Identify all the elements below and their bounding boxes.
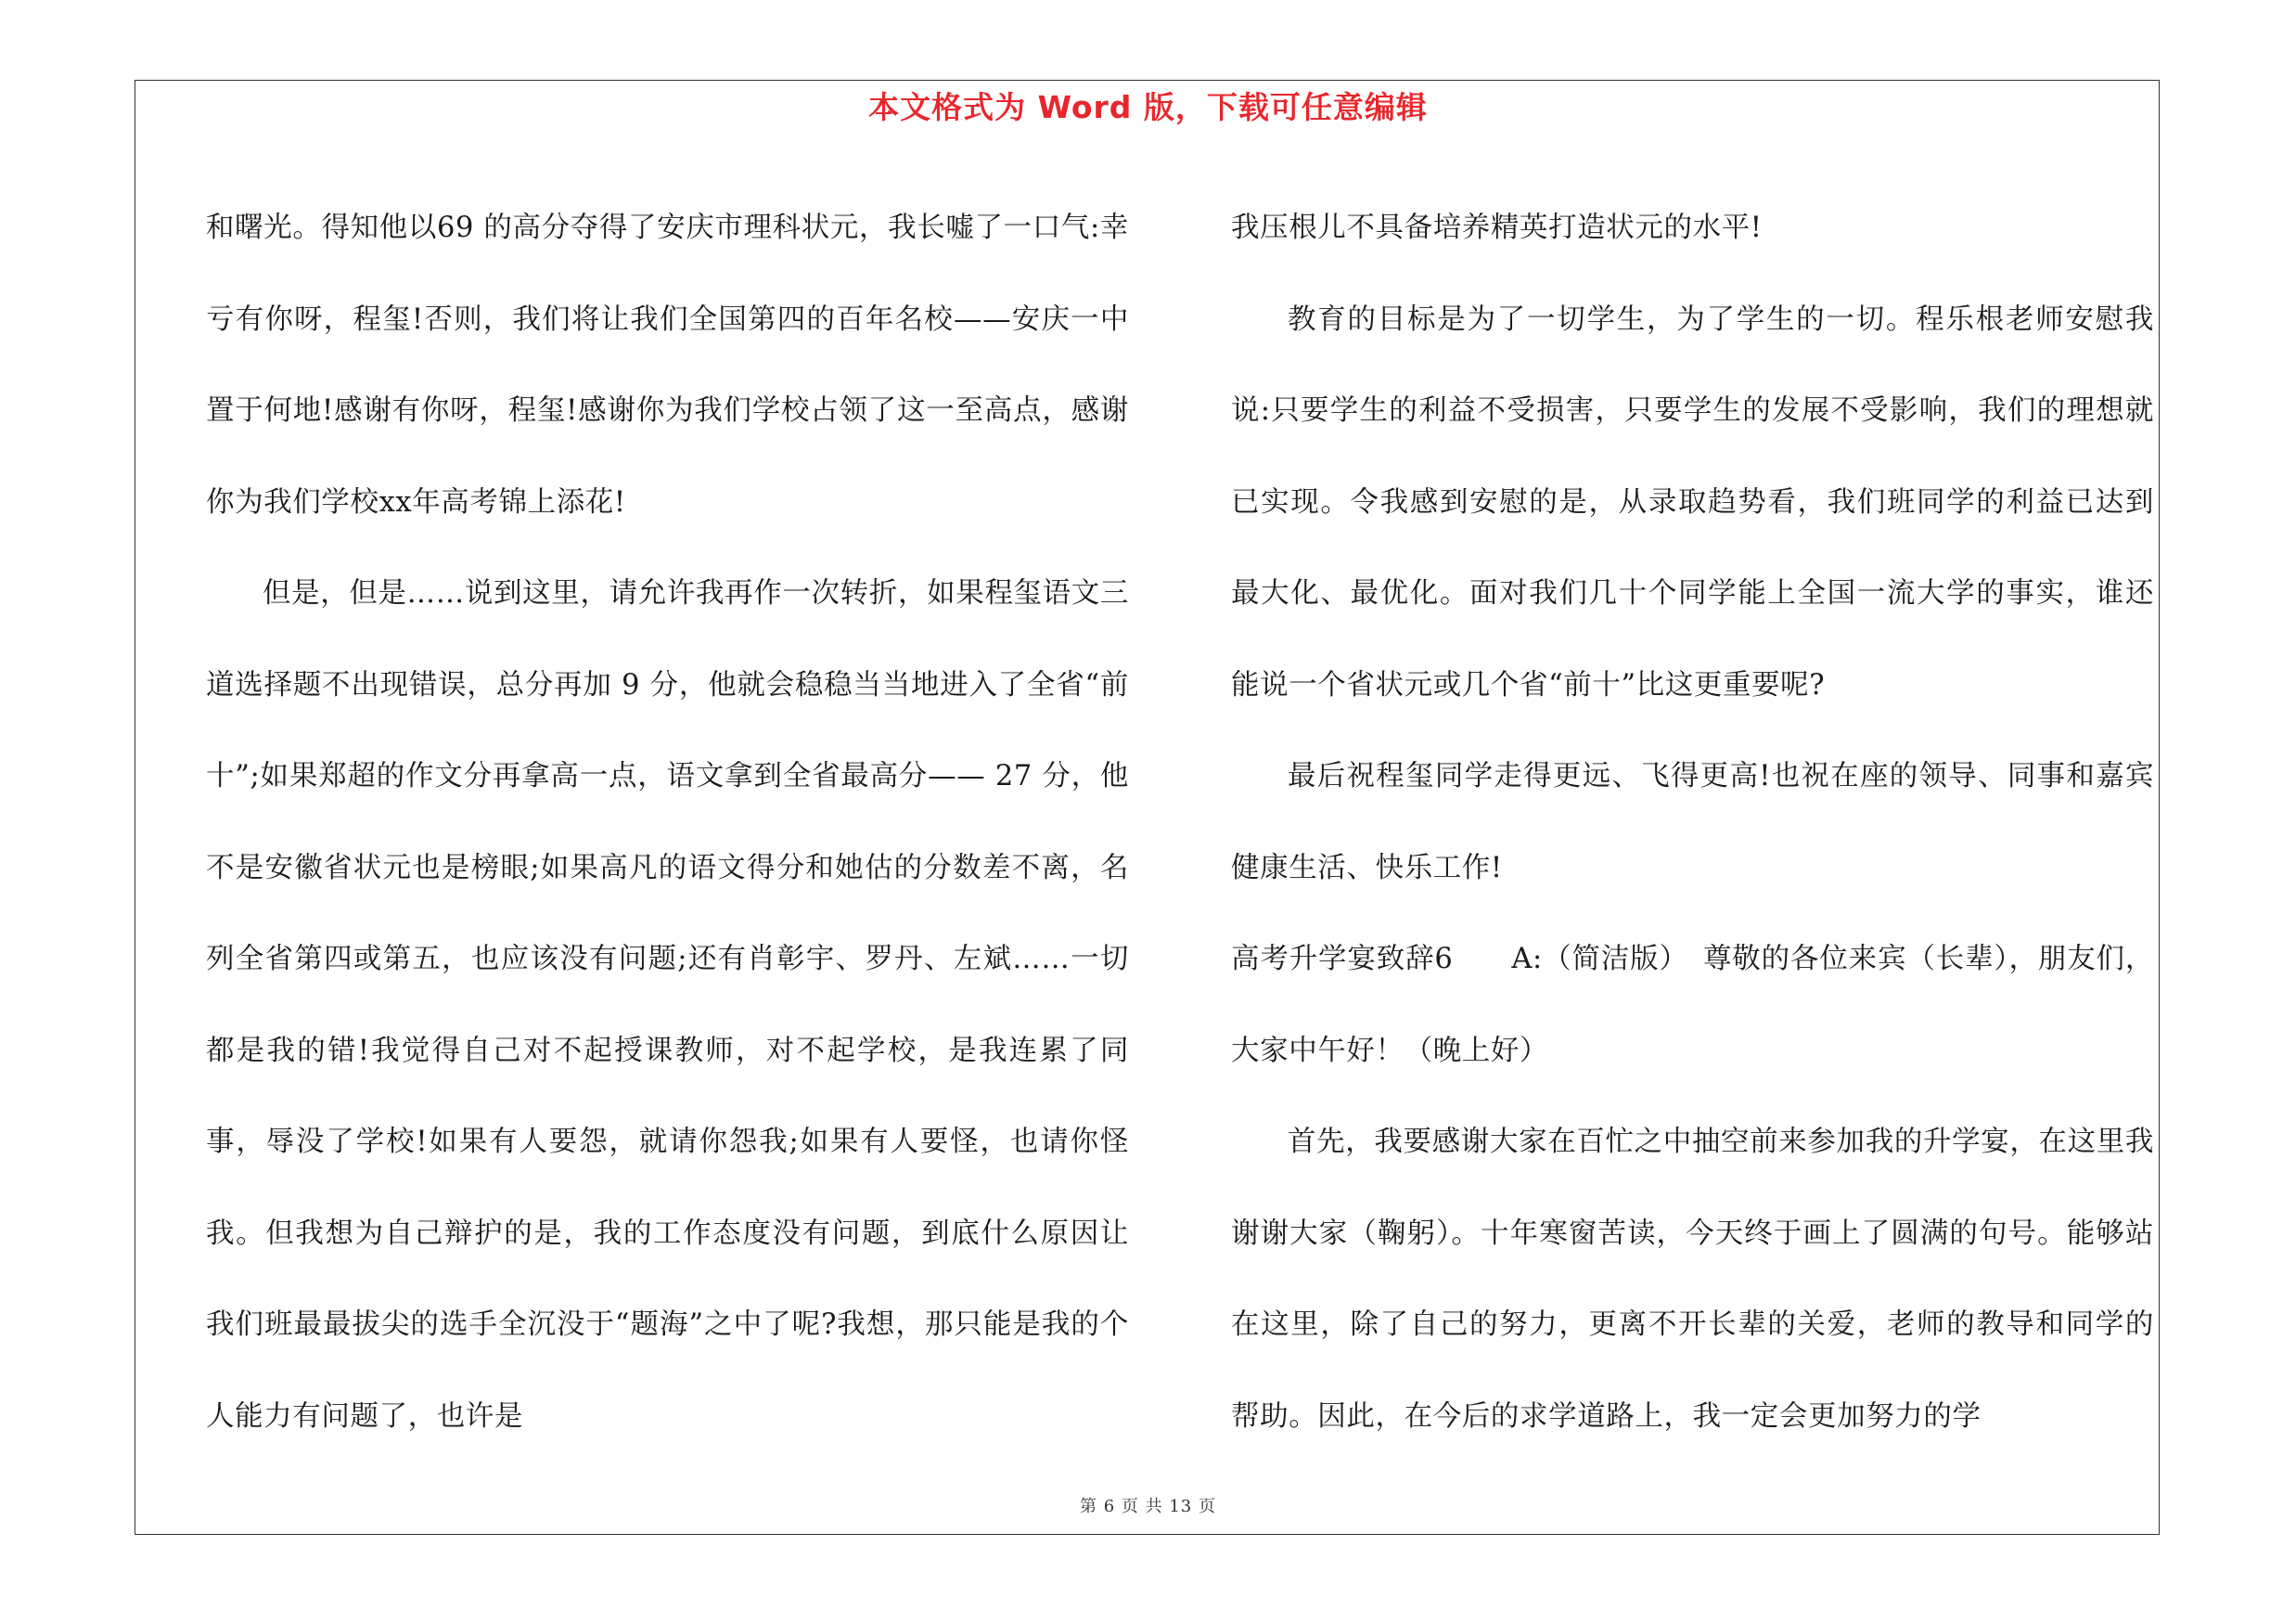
right-paragraph-5: 首先，我要感谢大家在百忙之中抽空前来参加我的升学宴，在这里我谢谢大家（鞠躬）。十年寒窗苦读，今天终于画上了圆满的句号。能够站在这里，除了自己的努力，更离不开长辈的关爱，老师的教导和同学的帮助。因此，在今后的求学道路上，我一定会更加努力的学 bbox=[1231, 1126, 2154, 1433]
right-paragraph-2: 教育的目标是为了一切学生，为了学生的一切。程乐根老师安慰我说:只要学生的利益不受损害，只要学生的发展不受影响，我们的理想就已实现。令我感到安慰的是，从录取趋势看，我们班同学的利益已达到最大化、最优化。面对我们几十个同学能上全国一流大学的事实，谁还能说一个省状元或几个省“前十”比这更重要呢? bbox=[1231, 303, 2154, 702]
right-text-column bbox=[1231, 183, 2154, 1462]
word-format-banner: 本文格式为 Word 版，下载可任意编辑 bbox=[868, 89, 1428, 125]
left-text-column bbox=[206, 183, 1129, 1462]
page-number: 第 6 页 共 13 页 bbox=[1080, 1497, 1216, 1516]
speech-heading: 高考升学宴致辞6 A:（简洁版） 尊敬的各位来宾（长辈），朋友们，大家中午好！（晚上好） bbox=[1231, 943, 2154, 1067]
left-paragraph-2: 但是，但是……说到这里，请允许我再作一次转折，如果程玺语文三道选择题不出现错误，总分再加 9 分，他就会稳稳当当地进入了全省“前十”;如果郑超的作文分再拿高一点，语文拿到全省最高分—— 27 分，他不是安徽省状元也是榜眼;如果高凡的语文得分和她估的分数差不离，名列全省第四或第五，也应该没有问题;还有肖彰宇、罗丹、左斌……一切都是我的错!我觉得自己对不起授课教师，对不起学校，是我连累了同事，辱没了学校!如果有人要怨，就请你怨我;如果有人要怪，也请你怪我。但我想为自己辩护的是，我的工作态度没有问题，到底什么原因让我们班最最拔尖的选手全沉没于“题海”之中了呢?我想，那只能是我的个人能力有问题了，也许是 bbox=[206, 577, 1129, 1433]
right-paragraph-3: 最后祝程玺同学走得更远、飞得更高!也祝在座的领导、同事和嘉宾健康生活、快乐工作! bbox=[1231, 760, 2154, 884]
left-paragraph-1: 和曙光。得知他以69 的高分夺得了安庆市理科状元，我长嘘了一口气:幸亏有你呀，程玺!否则，我们将让我们全国第四的百年名校——安庆一中置于何地!感谢有你呀，程玺!感谢你为我们学校占领了这一至高点，感谢你为我们学校xx年高考锦上添花! bbox=[206, 212, 1129, 519]
right-paragraph-1: 我压根儿不具备培养精英打造状元的水平! bbox=[1231, 212, 1763, 244]
